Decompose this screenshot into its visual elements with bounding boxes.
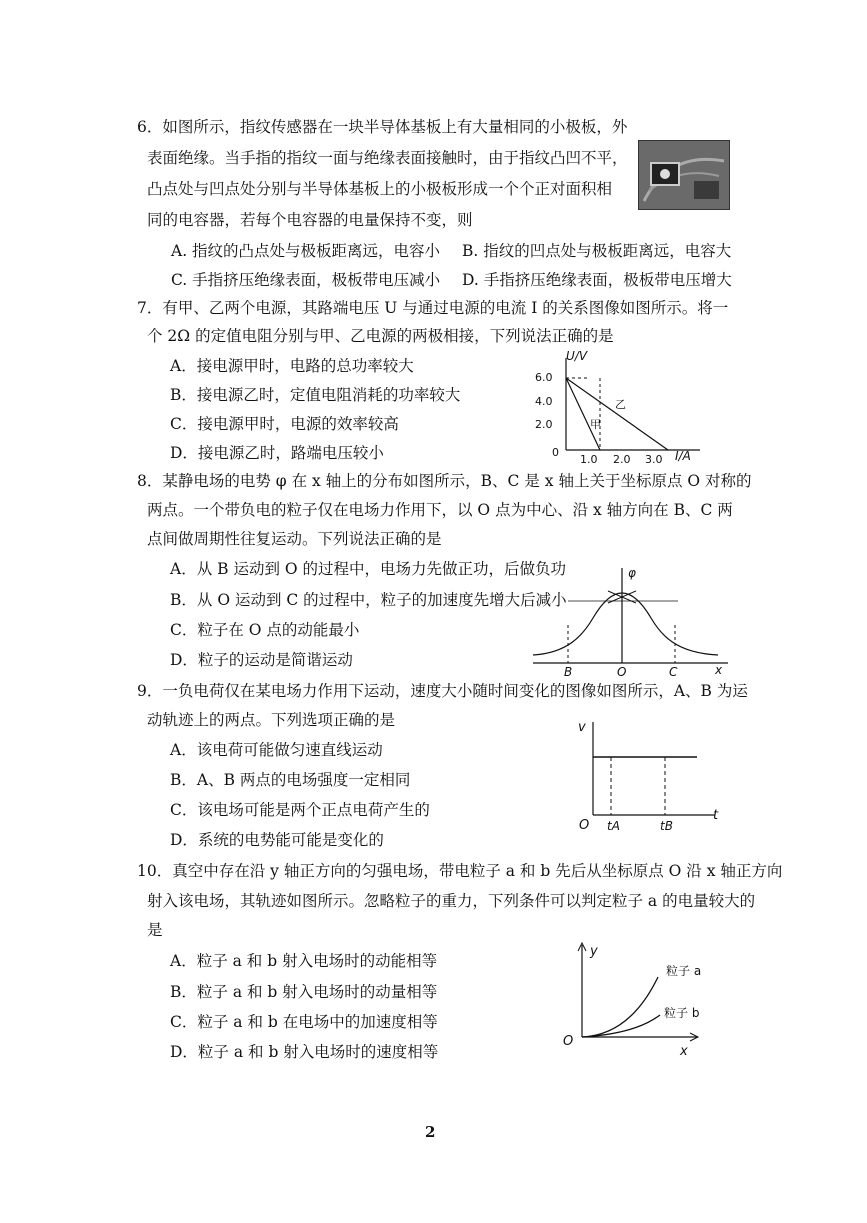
t-label: t bbox=[713, 808, 719, 823]
q6-line-2: 表面绝缘。当手指的指纹一面与绝缘表面接触时，由于指纹凸凹不平， bbox=[147, 149, 628, 167]
origin-label: O bbox=[579, 818, 590, 833]
x-label: x bbox=[680, 1044, 688, 1059]
q7-line-1: 7．有甲、乙两个电源，其路端电压 U 与通过电源的电流 I 的关系图像如图所示。将一 bbox=[137, 299, 729, 317]
y-tick-2: 2.0 bbox=[535, 418, 553, 431]
q6-line-4: 同的电容器，若每个电容器的电量保持不变，则 bbox=[147, 211, 473, 229]
q10-line-3: 是 bbox=[147, 921, 163, 939]
line-yi bbox=[566, 378, 668, 450]
q9-option-c: C．该电场可能是两个正点电荷产生的 bbox=[170, 801, 430, 819]
label-b: 粒子 b bbox=[664, 1006, 700, 1020]
x-tick-3: 3.0 bbox=[645, 453, 663, 466]
y-label: y bbox=[590, 944, 598, 959]
y-axis-label: U/V bbox=[566, 350, 588, 363]
q10-line-2: 射入该电场，其轨迹如图所示。忽略粒子的重力，下列条件可以判定粒子 a 的电量较大的 bbox=[147, 892, 756, 910]
q6-option-a: A. 指纹的凸点处与极板距离远，电容小 bbox=[171, 242, 441, 260]
origin-label: 0 bbox=[552, 446, 559, 459]
q9-option-a: A．该电荷可能做匀速直线运动 bbox=[170, 741, 383, 759]
q6-line-1: 6．如图所示，指纹传感器在一块半导体基板上有大量相同的小极板，外 bbox=[137, 118, 628, 136]
label-o: O bbox=[617, 665, 627, 678]
label-ta: tA bbox=[607, 819, 620, 833]
x-label: x bbox=[715, 663, 723, 677]
trajectory-a bbox=[582, 977, 658, 1037]
v-label: v bbox=[578, 720, 586, 735]
q8-option-b: B．从 O 运动到 C 的过程中，粒子的加速度先增大后减小 bbox=[170, 591, 567, 609]
ui-graph-q8 bbox=[528, 563, 733, 678]
x-tick-1: 1.0 bbox=[580, 453, 598, 466]
q8-option-d: D．粒子的运动是简谐运动 bbox=[170, 651, 353, 669]
phi-label: φ bbox=[628, 566, 636, 580]
q8-line-2: 两点。一个带负电的粒子仅在电场力作用下，以 O 点为中心、沿 x 轴方向在 B、C 两 bbox=[147, 501, 733, 519]
q6-option-b: B. 指纹的凹点处与极板距离远，电容大 bbox=[462, 242, 732, 260]
ui-graph-q7 bbox=[530, 350, 710, 470]
label-b: B bbox=[564, 665, 573, 678]
fingerprint-sensor-photo bbox=[638, 140, 730, 210]
q8-line-3: 点间做周期性往复运动。下列说法正确的是 bbox=[147, 530, 442, 548]
origin-label: O bbox=[563, 1034, 574, 1049]
q7-option-d: D．接电源乙时，路端电压较小 bbox=[170, 444, 384, 462]
q8-line-1: 8．某静电场的电势 φ 在 x 轴上的分布如图所示，B、C 是 x 轴上关于坐标原点 O 对称的 bbox=[137, 472, 752, 490]
q7-option-c: C．接电源甲时，电源的效率较高 bbox=[170, 415, 399, 433]
q10-line-1: 10．真空中存在沿 y 轴正方向的匀强电场，带电粒子 a 和 b 先后从坐标原点 O 沿 x 轴正方向 bbox=[137, 862, 783, 880]
ui-graph-q9 bbox=[575, 717, 725, 837]
trajectory-b bbox=[582, 1015, 660, 1037]
y-tick-6: 6.0 bbox=[535, 371, 553, 384]
label-tb: tB bbox=[660, 819, 673, 833]
q10-option-d: D．粒子 a 和 b 射入电场时的速度相等 bbox=[170, 1043, 439, 1061]
q8-option-c: C．粒子在 O 点的动能最小 bbox=[170, 621, 360, 639]
q7-option-a: A．接电源甲时，电路的总功率较大 bbox=[170, 357, 414, 375]
label-a: 粒子 a bbox=[666, 964, 702, 978]
line-jia bbox=[566, 378, 600, 450]
x-axis-label: I/A bbox=[675, 449, 691, 463]
x-tick-2: 2.0 bbox=[613, 453, 631, 466]
q7-line-2: 个 2Ω 的定值电阻分别与甲、乙电源的两极相接，下列说法正确的是 bbox=[147, 327, 614, 345]
label-jia: 甲 bbox=[590, 418, 601, 431]
q7-option-b: B．接电源乙时，定值电阻消耗的功率较大 bbox=[170, 386, 461, 404]
q6-line-3: 凸点处与凹点处分别与半导体基板上的小极板形成一个个正对面积相 bbox=[147, 180, 613, 198]
label-yi: 乙 bbox=[615, 398, 626, 411]
q10-option-c: C．粒子 a 和 b 在电场中的加速度相等 bbox=[170, 1013, 438, 1031]
q8-option-a: A．从 B 运动到 O 的过程中，电场力先做正功，后做负功 bbox=[170, 560, 567, 578]
label-c: C bbox=[669, 665, 678, 678]
ui-graph-q10 bbox=[560, 937, 730, 1062]
q9-line-1: 9．一负电荷仅在某电场力作用下运动，速度大小随时间变化的图像如图所示，A、B 为运 bbox=[137, 682, 748, 700]
page-number: 2 bbox=[425, 1123, 436, 1141]
q6-option-c: C. 手指挤压绝缘表面，极板带电压减小 bbox=[171, 271, 441, 289]
q9-option-b: B．A、B 两点的电场强度一定相同 bbox=[170, 771, 411, 789]
q9-option-d: D．系统的电势能可能是变化的 bbox=[170, 831, 384, 849]
potential-curve bbox=[533, 593, 718, 655]
q6-option-d: D. 手指挤压绝缘表面，极板带电压增大 bbox=[462, 271, 732, 289]
y-tick-4: 4.0 bbox=[535, 395, 553, 408]
q10-option-a: A．粒子 a 和 b 射入电场时的动能相等 bbox=[170, 952, 438, 970]
q9-line-2: 动轨迹上的两点。下列选项正确的是 bbox=[147, 711, 396, 729]
q10-option-b: B．粒子 a 和 b 射入电场时的动量相等 bbox=[170, 983, 438, 1001]
